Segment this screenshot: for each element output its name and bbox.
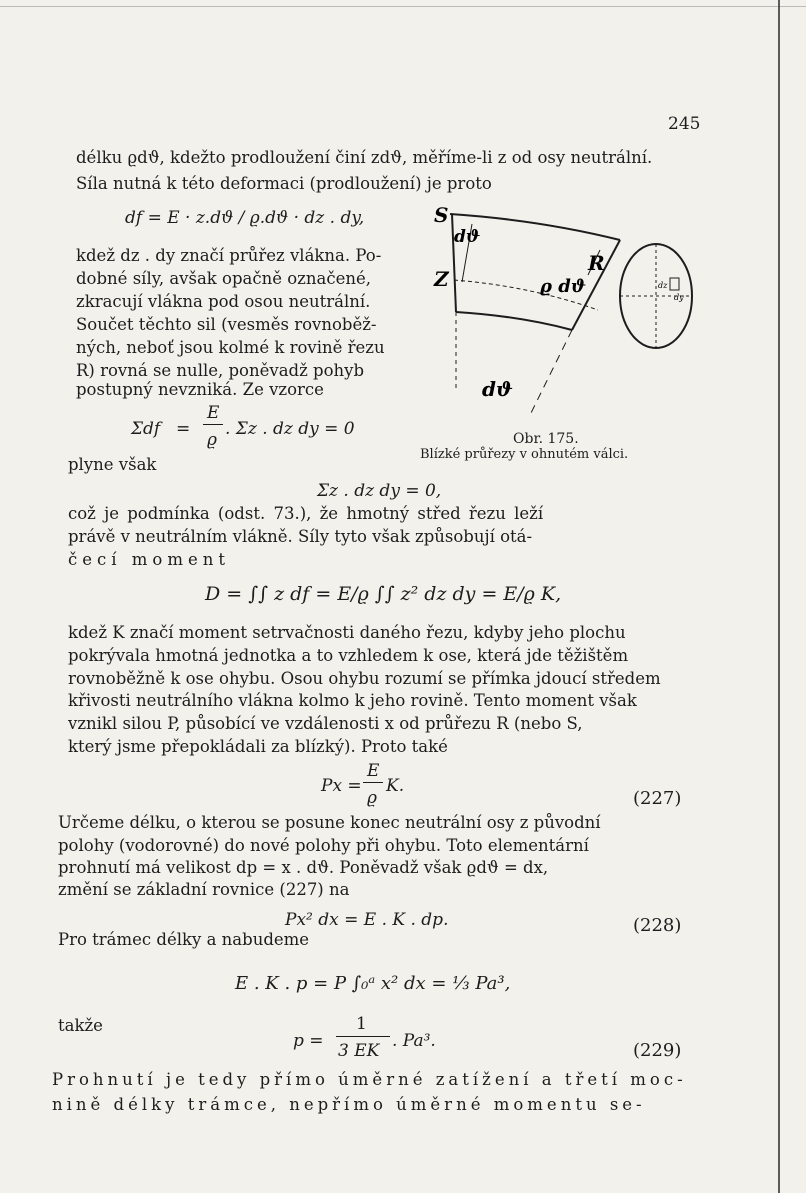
text-line-3: kdež dz . dy značí průřez vlákna. Po- xyxy=(76,246,382,265)
label-d-theta-top: dϑ xyxy=(454,227,481,247)
text-line-19: který jsme přepokládali za blízký). Proto také xyxy=(68,737,448,756)
equation-sum-z: Σz . dz dy = 0, xyxy=(317,481,442,501)
equation-229-rhs: . Pa³. xyxy=(392,1031,436,1051)
equation-228: Px² dx = E . K . dp. xyxy=(285,910,449,930)
equation-229-lhs: p = xyxy=(293,1031,324,1051)
text-line-15: pokrývala hmotná jednotka a to vzhledem k ose, která jde těžištěm xyxy=(68,646,629,665)
text-line-8: R) rovná se nulle, poněvadž pohyb xyxy=(76,361,365,380)
equation-df: df = E · z.dϑ / ϱ.dϑ · dz . dy, xyxy=(125,208,365,228)
label-dy: dy xyxy=(674,293,684,302)
fraction-bar xyxy=(203,424,223,425)
equation-227-num: E xyxy=(367,761,380,781)
equation-number-228: (228) xyxy=(633,915,682,936)
equation-229-den: 3 EK xyxy=(338,1041,380,1061)
text-line-6: Součet těchto sil (vesměs rovnoběž- xyxy=(76,315,377,334)
text-line-5: zkracují vlákna pod osou neutrální. xyxy=(76,292,371,311)
figure-caption-text: Blízké průřezy v ohnutém válci. xyxy=(420,447,629,462)
page-binding-edge xyxy=(778,0,780,1193)
radius-line-right xyxy=(530,330,572,415)
figure-175 xyxy=(420,200,700,430)
text-line-24: Pro trámec délky a nabudeme xyxy=(58,930,310,949)
equation-integral: E . K . p = P ∫₀ᵃ x² dx = ⅓ Pa³, xyxy=(235,973,511,994)
equation-229-num: 1 xyxy=(356,1014,367,1034)
text-line-11: což je podmínka (odst. 73.), že hmotný střed řezu leží xyxy=(68,504,544,523)
equation-sum-df-den: ϱ xyxy=(207,430,217,450)
text-line-1: délku ϱdϑ, kdežto prodloužení činí zdϑ, měříme-li z od osy neutrální. xyxy=(76,148,653,167)
text-line-4: dobné síly, avšak opačně označené, xyxy=(76,269,371,288)
text-line-26: Prohnutí je tedy přímo úměrné zatížení a třetí moc- xyxy=(52,1070,687,1089)
text-line-23: změní se základní rovnice (227) na xyxy=(58,880,350,899)
equation-sum-df-rhs: . Σz . dz dy = 0 xyxy=(225,419,355,439)
text-line-12: právě v neutrálním vlákně. Síly tyto však způsobují otá- xyxy=(68,527,533,546)
text-line-25: takže xyxy=(58,1016,103,1035)
equation-number-227: (227) xyxy=(633,788,682,809)
text-line-7: ných, neboť jsou kolmé k rovině řezu xyxy=(76,338,385,357)
fiber-element-rect xyxy=(670,278,679,290)
book-page: 245 délku ϱdϑ, kdežto prodloužení činí zdϑ, měříme-li z od osy neutrální. Síla nutná k této deformaci (prodloužení) je proto df = E · z.dϑ / ϱ.dϑ · dz . dy, kdež dz . dy značí průřez vlákna. Po- dobné síly, avšak opačně označené, zkracují vlákna pod osou neutrální. Součet těchto sil (vesměs rovnoběž- ných, neboť jsou kolmé k rovině řezu R) rovná se nulle, poněvadž pohyb postupný nevzniká. Ze vzorce Σdf = E ϱ . Σz . dz dy = 0 plyne však Σz . dz dy = 0, což je podmínka (odst. 73.), že hmotný střed řezu leží právě v neutrálním vlákně. Síly tyto však způsobují otá- čecí moment D = ∫∫ z df = E/ϱ ∫∫ z² dz dy = E/ϱ K, kdež K značí moment setrvačnosti daného řezu, kdyby jeho plochu pokrývala hmotná jednotka a to vzhledem k ose, která jde těžištěm rovnoběžně k ose ohybu. Osou ohybu rozumí se přímka jdoucí středem křivosti neutrálního vlákna kolmo k jeho rovině. Tento moment však vznikl silou P, působící ve vzdálenosti x od průřezu R (nebo S, který jsme přepokládali za blízký). Proto také Px = E ϱ K. (227) Určeme délku, o kterou se posune konec neutrální osy z původní polohy (vodorovné) do nové polohy při ohybu. Toto elementární prohnutí má velikost dp = x . dϑ. Poněvadž však ϱdϑ = dx, změní se základní rovnice (227) na Px² dx = E . K . dp. (228) Pro trámec délky a nabudeme E . K . p = P ∫₀ᵃ x² dx = ⅓ Pa³, takže p = 1 3 EK . Pa³. (229) Prohnutí je tedy přímo úměrné zatížení a třetí moc- nině délky trámce, nepřímo úměrné momentu se- S dϑ Z ϱ dϑ R dϑ dz dy Obr. 175. Blízké průřezy v ohnutém válci. xyxy=(0,0,806,1193)
text-line-9: postupný nevzniká. Ze vzorce xyxy=(76,380,324,399)
equation-moment-D: D = ∫∫ z df = E/ϱ ∫∫ z² dz dy = E/ϱ K, xyxy=(205,583,562,605)
text-line-13: čecí moment xyxy=(68,550,231,569)
equation-sum-df-num: E xyxy=(207,403,220,423)
fraction-bar xyxy=(336,1036,390,1037)
lower-fiber-curve xyxy=(456,312,572,330)
text-line-18: vznikl silou P, působící ve vzdálenosti x od průřezu R (nebo S, xyxy=(68,714,583,733)
text-line-22: prohnutí má velikost dp = x . dϑ. Poněvadž však ϱdϑ = dx, xyxy=(58,858,549,877)
label-R: R xyxy=(588,251,605,275)
text-line-17: křivosti neutrálního vlákna kolmo k jeho rovině. Tento moment však xyxy=(68,691,637,710)
label-Z: Z xyxy=(434,267,449,291)
equation-number-229: (229) xyxy=(633,1040,682,1061)
label-rho-d-theta: ϱ dϑ xyxy=(540,276,587,297)
label-dz: dz xyxy=(658,281,668,290)
page-top-edge xyxy=(0,6,806,7)
equation-sum-df-lhs: Σdf xyxy=(131,419,161,439)
text-line-14: kdež K značí moment setrvačnosti daného řezu, kdyby jeho plochu xyxy=(68,623,626,642)
text-line-10: plyne však xyxy=(68,455,157,474)
equation-227-rhs: K. xyxy=(386,776,405,796)
label-S: S xyxy=(434,203,449,227)
equation-227-den: ϱ xyxy=(367,788,377,808)
fraction-bar xyxy=(363,782,383,783)
text-line-20: Určeme délku, o kterou se posune konec neutrální osy z původní xyxy=(58,813,601,832)
figure-caption-number: Obr. 175. xyxy=(513,431,579,447)
equation-227-lhs: Px = xyxy=(321,776,362,796)
label-d-theta-bottom: dϑ xyxy=(482,377,513,401)
text-line-21: polohy (vodorovné) do nové polohy při ohybu. Toto elementární xyxy=(58,836,589,855)
text-line-2: Síla nutná k této deformaci (prodloužení) je proto xyxy=(76,174,492,193)
page-number: 245 xyxy=(668,114,701,134)
text-line-16: rovnoběžně k ose ohybu. Osou ohybu rozumí se přímka jdoucí středem xyxy=(68,669,661,688)
text-line-27: nině délky trámce, nepřímo úměrné momentu se- xyxy=(52,1095,646,1114)
